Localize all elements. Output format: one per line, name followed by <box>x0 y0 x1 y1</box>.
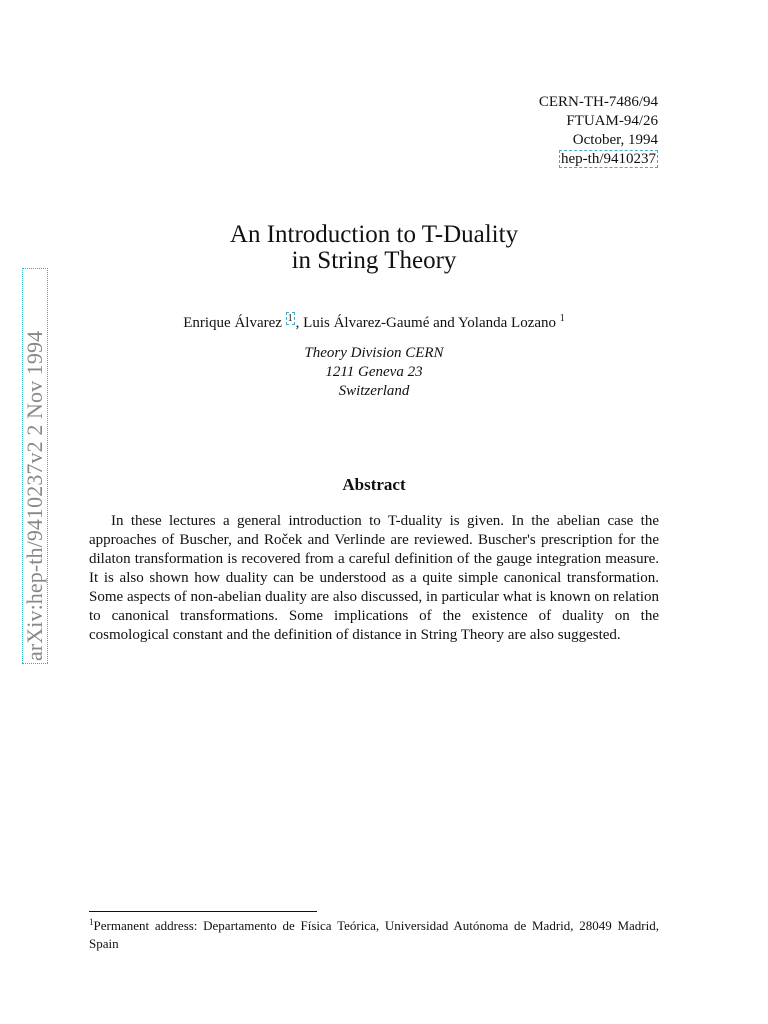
footnote <box>89 913 659 953</box>
report-block <box>539 93 658 169</box>
footnote-rule <box>89 911 317 912</box>
title-line-2: in String Theory <box>291 247 457 274</box>
affiliation <box>0 344 748 401</box>
author-alvarez: Enrique Álvarez <box>183 315 282 331</box>
affiliation-line-1: Theory Division CERN <box>304 345 444 361</box>
abstract-body: In these lectures a general introduction to T-duality is given. In the abelian case the approaches of Buscher, and Roček and Verlinde are reviewed. Buscher's prescription for the dilaton transformation is recovered from a careful definition of the gauge integration measure. It is also shown how duality can be understood as a quite simple canonical transformation. Some aspects of non-abelian duality are also discussed, in particular what is known on relation to canonical transformations. Some implications of the existence of duality on the cosmological constant and the definition of distance in String Theory are also suggested. <box>89 513 659 643</box>
footnote-text: Permanent address: Departamento de Física Teórica, Universidad Autónoma de Madrid, 28049 Madrid, Spain <box>89 918 659 951</box>
footnote-number: 1 <box>89 917 94 927</box>
abstract-heading: Abstract <box>342 475 406 494</box>
arxiv-id-link[interactable]: hep-th/9410237 <box>561 151 656 167</box>
footnote-mark: 1 <box>559 313 565 324</box>
paper-title <box>0 222 748 274</box>
affiliation-line-3: Switzerland <box>338 383 410 399</box>
report-number-ftuam: FTUAM-94/26 <box>566 113 658 129</box>
author-list <box>0 309 748 333</box>
report-number-cern: CERN-TH-7486/94 <box>538 94 658 110</box>
arxiv-stamp-text: arXiv:hep-th/9410237v2 2 Nov 1994 <box>22 268 48 664</box>
affiliation-line-2: 1211 Geneva 23 <box>325 364 423 380</box>
title-line-1: An Introduction to T-Duality <box>229 221 519 248</box>
report-date: October, 1994 <box>572 132 658 148</box>
footnote-link[interactable]: 1 <box>287 313 293 324</box>
author-others: , Luis Álvarez-Gaumé and Yolanda Lozano <box>295 315 557 331</box>
